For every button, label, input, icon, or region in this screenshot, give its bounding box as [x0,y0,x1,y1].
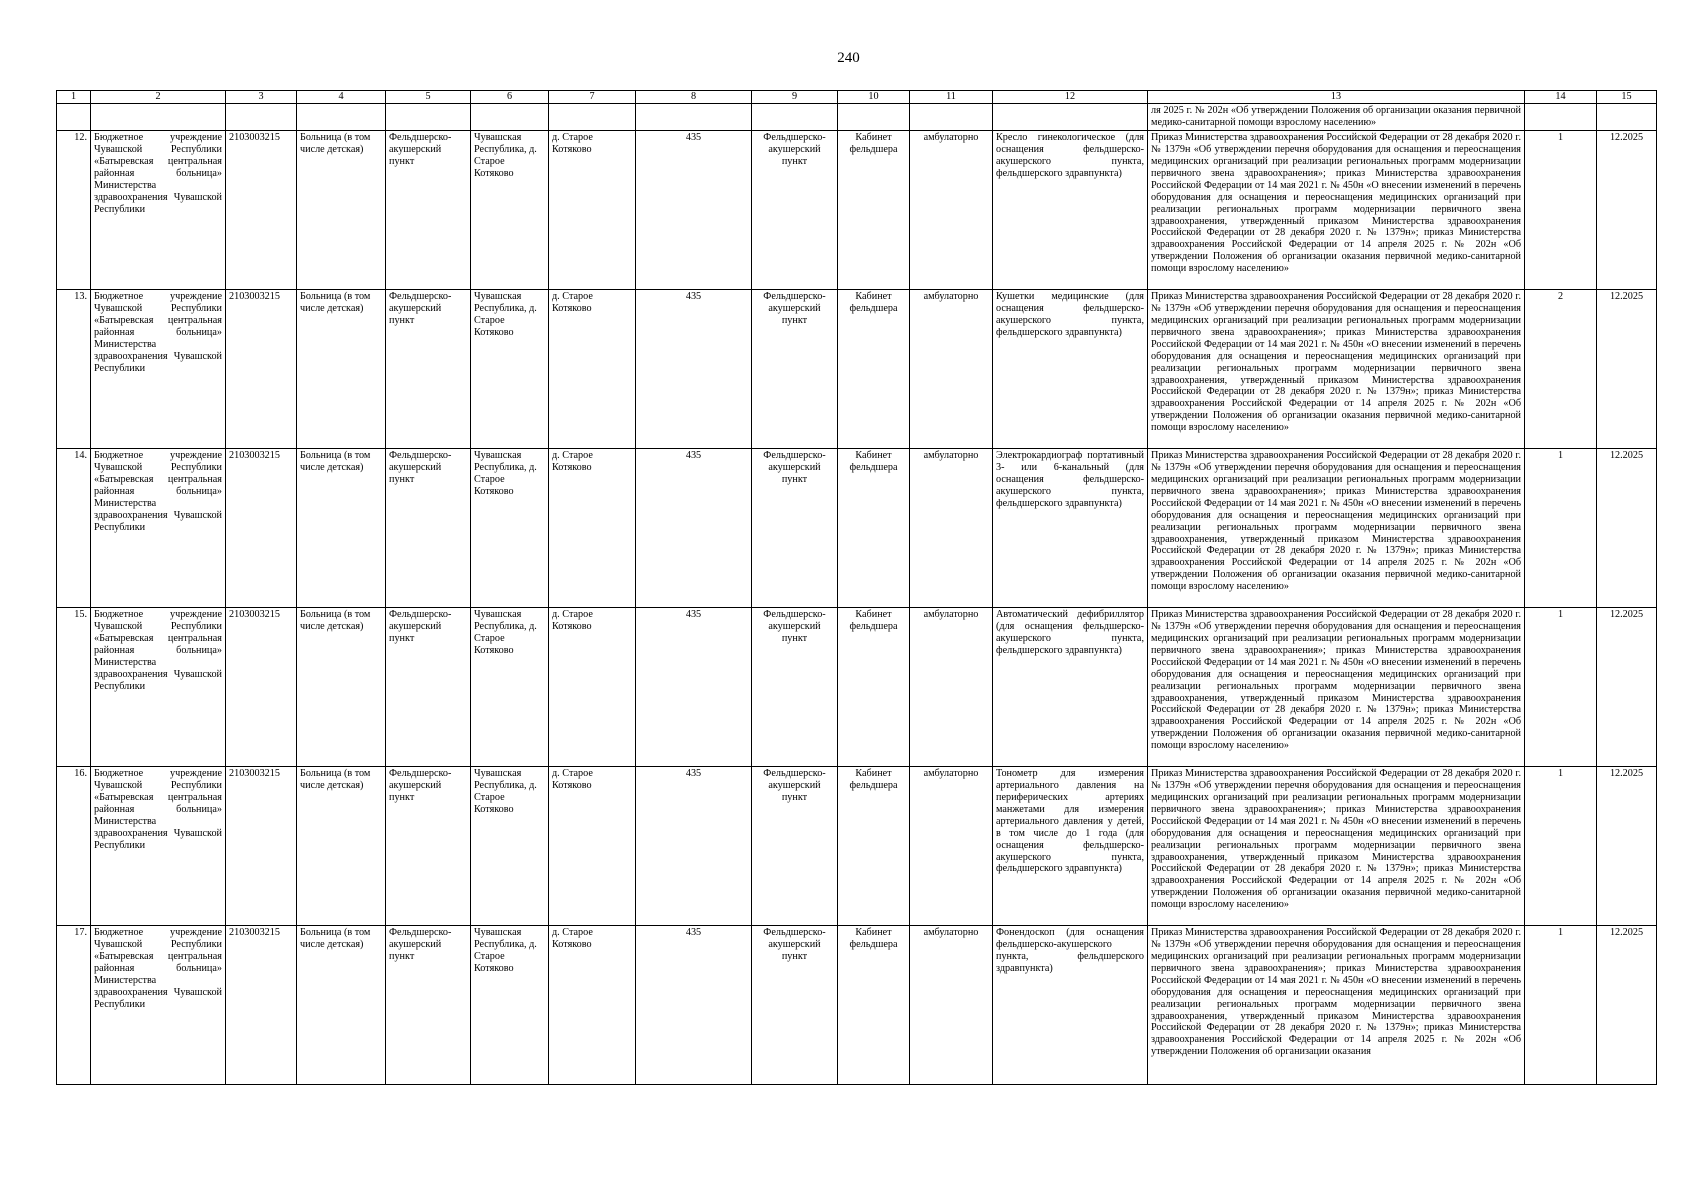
address-cell: Чувашская Республика, д. Старое Котяково [471,925,549,1084]
equipment-cell: Кушетки медицинские (для оснащения фельдшерско-акушерского пункта, фельдшерского здравпункта) [993,289,1148,448]
inn-cell: 2103003215 [226,607,297,766]
table-body [57,103,1657,1084]
locality-cell: д. Старое Котяково [549,289,636,448]
care-mode-cell: амбулаторно [910,448,993,607]
basis-cell: Приказ Министерства здравоохранения Российской Федерации от 28 декабря 2020 г. № 1379н «Об утверждении перечня оборудования для оснащения и переоснащения медицинских организаций при реализации региональных программ модернизации первичного звена здравоохранения»; приказ Министерства здравоохранения Российской Федерации от 14 мая 2021 г. № 450н «О внесении изменений в перечень оборудования для оснащения и переоснащения медицинских организаций при реализации региональных программ модернизации первичного звена здравоохранения, утвержденный приказом Министерства здравоохранения Российской Федерации от 28 декабря 2020 г. № 1379н»; приказ Министерства здравоохранения Российской Федерации от 14 апреля 2025 г. № 202н «Об утверждении Положения об организации оказания первичной медико-санитарной помощи взрослому населению» [1148,448,1525,607]
organization-cell: Бюджетное учреждение Чувашской Республики «Батыревская центральная районная больница» Министерства здравоохранения Чувашской Республики [91,925,226,1084]
header-row [57,91,1657,104]
locality-cell: д. Старое Котяково [549,766,636,925]
date-cell: 12.2025 [1597,766,1657,925]
code-cell: 435 [636,607,752,766]
page-number: 240 [837,50,860,66]
unit-cell: Фельдшерско-акушерский пункт [386,925,471,1084]
locality-cell: д. Старое Котяково [549,448,636,607]
code-cell: 435 [636,289,752,448]
code-cell: 435 [636,925,752,1084]
inn-cell: 2103003215 [226,289,297,448]
address-cell: Чувашская Республика, д. Старое Котяково [471,130,549,289]
column-header-10: 10 [838,91,910,104]
organization-cell: Бюджетное учреждение Чувашской Республики «Батыревская центральная районная больница» Министерства здравоохранения Чувашской Республики [91,607,226,766]
care-mode-cell: амбулаторно [910,130,993,289]
column-header-8: 8 [636,91,752,104]
equipment-cell: Электрокардиограф портативный 3- или 6-канальный (для оснащения фельдшерско-акушерского пункта, фельдшерского здравпункта) [993,448,1148,607]
facility-type-cell: Больница (в том числе детская) [297,925,386,1084]
quantity-cell: 1 [1525,607,1597,766]
date-cell: 12.2025 [1597,448,1657,607]
basis-cell: Приказ Министерства здравоохранения Российской Федерации от 28 декабря 2020 г. № 1379н «Об утверждении перечня оборудования для оснащения и переоснащения медицинских организаций при реализации региональных программ модернизации первичного звена здравоохранения»; приказ Министерства здравоохранения Российской Федерации от 14 мая 2021 г. № 450н «О внесении изменений в перечень оборудования для оснащения и переоснащения медицинских организаций при реализации региональных программ модернизации первичного звена здравоохранения, утвержденный приказом Министерства здравоохранения Российской Федерации от 28 декабря 2020 г. № 1379н»; приказ Министерства здравоохранения Российской Федерации от 14 апреля 2025 г. № 202н «Об утверждении Положения об организации оказания первичной медико-санитарной помощи взрослому населению» [1148,766,1525,925]
basis-cell: Приказ Министерства здравоохранения Российской Федерации от 28 декабря 2020 г. № 1379н «Об утверждении перечня оборудования для оснащения и переоснащения медицинских организаций при реализации региональных программ модернизации первичного звена здравоохранения»; приказ Министерства здравоохранения Российской Федерации от 14 мая 2021 г. № 450н «О внесении изменений в перечень оборудования для оснащения и переоснащения медицинских организаций при реализации региональных программ модернизации первичного звена здравоохранения, утвержденный приказом Министерства здравоохранения Российской Федерации от 28 декабря 2020 г. № 1379н»; приказ Министерства здравоохранения Российской Федерации от 14 апреля 2025 г. № 202н «Об утверждении Положения об организации оказания первичной медико-санитарной помощи взрослому населению» [1148,289,1525,448]
unit-cell: Фельдшерско-акушерский пункт [386,448,471,607]
column-header-15: 15 [1597,91,1657,104]
division-cell: Фельдшерско-акушерский пункт [752,289,838,448]
care-mode-cell: амбулаторно [910,289,993,448]
organization-cell: Бюджетное учреждение Чувашской Республики «Батыревская центральная районная больница» Министерства здравоохранения Чувашской Республики [91,130,226,289]
row-number-cell: 14. [57,448,91,607]
equipment-cell: Автоматический дефибриллятор (для оснащения фельдшерско-акушерского пункта, фельдшерского здравпункта) [993,607,1148,766]
row-number-cell: 12. [57,130,91,289]
date-cell: 12.2025 [1597,289,1657,448]
locality-cell: д. Старое Котяково [549,130,636,289]
organization-cell: Бюджетное учреждение Чувашской Республики «Батыревская центральная районная больница» Министерства здравоохранения Чувашской Республики [91,289,226,448]
column-header-3: 3 [226,91,297,104]
room-cell: Кабинет фельдшера [838,448,910,607]
organization-cell: Бюджетное учреждение Чувашской Республики «Батыревская центральная районная больница» Министерства здравоохранения Чувашской Республики [91,766,226,925]
room-cell: Кабинет фельдшера [838,925,910,1084]
continuation-row [57,103,1657,130]
room-cell: Кабинет фельдшера [838,766,910,925]
code-cell: 435 [636,130,752,289]
care-mode-cell: амбулаторно [910,766,993,925]
facility-type-cell: Больница (в том числе детская) [297,448,386,607]
unit-cell: Фельдшерско-акушерский пункт [386,130,471,289]
inn-cell: 2103003215 [226,925,297,1084]
date-cell: 12.2025 [1597,607,1657,766]
column-header-7: 7 [549,91,636,104]
organization-cell: Бюджетное учреждение Чувашской Республики «Батыревская центральная районная больница» Министерства здравоохранения Чувашской Республики [91,448,226,607]
column-header-5: 5 [386,91,471,104]
room-cell: Кабинет фельдшера [838,289,910,448]
column-header-14: 14 [1525,91,1597,104]
quantity-cell: 1 [1525,925,1597,1084]
room-cell: Кабинет фельдшера [838,130,910,289]
date-cell: 12.2025 [1597,925,1657,1084]
basis-cell: Приказ Министерства здравоохранения Российской Федерации от 28 декабря 2020 г. № 1379н «Об утверждении перечня оборудования для оснащения и переоснащения медицинских организаций при реализации региональных программ модернизации первичного звена здравоохранения»; приказ Министерства здравоохранения Российской Федерации от 14 мая 2021 г. № 450н «О внесении изменений в перечень оборудования для оснащения и переоснащения медицинских организаций при реализации региональных программ модернизации первичного звена здравоохранения, утвержденный приказом Министерства здравоохранения Российской Федерации от 28 декабря 2020 г. № 1379н»; приказ Министерства здравоохранения Российской Федерации от 14 апреля 2025 г. № 202н «Об утверждении Положения об организации оказания первичной медико-санитарной помощи взрослому населению» [1148,130,1525,289]
facility-type-cell: Больница (в том числе детская) [297,130,386,289]
row-number-cell: 13. [57,289,91,448]
basis-cell: ля 2025 г. № 202н «Об утверждении Положения об организации оказания первичной медико-санитарной помощи взрослому населению» [1148,103,1525,130]
facility-type-cell: Больница (в том числе детская) [297,607,386,766]
quantity-cell: 1 [1525,766,1597,925]
date-cell: 12.2025 [1597,130,1657,289]
unit-cell: Фельдшерско-акушерский пункт [386,766,471,925]
division-cell: Фельдшерско-акушерский пункт [752,766,838,925]
quantity-cell: 1 [1525,130,1597,289]
facility-type-cell: Больница (в том числе детская) [297,289,386,448]
unit-cell: Фельдшерско-акушерский пункт [386,607,471,766]
division-cell: Фельдшерско-акушерский пункт [752,130,838,289]
basis-cell: Приказ Министерства здравоохранения Российской Федерации от 28 декабря 2020 г. № 1379н «Об утверждении перечня оборудования для оснащения и переоснащения медицинских организаций при реализации региональных программ модернизации первичного звена здравоохранения»; приказ Министерства здравоохранения Российской Федерации от 14 мая 2021 г. № 450н «О внесении изменений в перечень оборудования для оснащения и переоснащения медицинских организаций при реализации региональных программ модернизации первичного звена здравоохранения, утвержденный приказом Министерства здравоохранения Российской Федерации от 28 декабря 2020 г. № 1379н»; приказ Министерства здравоохранения Российской Федерации от 14 апреля 2025 г. № 202н «Об утверждении Положения об организации оказания первичной медико-санитарной помощи взрослому населению» [1148,607,1525,766]
table-row [57,925,1657,1084]
column-header-13: 13 [1148,91,1525,104]
table-row [57,448,1657,607]
equipment-table [56,90,1657,1085]
division-cell: Фельдшерско-акушерский пункт [752,925,838,1084]
column-header-12: 12 [993,91,1148,104]
quantity-cell: 2 [1525,289,1597,448]
basis-cell: Приказ Министерства здравоохранения Российской Федерации от 28 декабря 2020 г. № 1379н «Об утверждении перечня оборудования для оснащения и переоснащения медицинских организаций при реализации региональных программ модернизации первичного звена здравоохранения»; приказ Министерства здравоохранения Российской Федерации от 14 мая 2021 г. № 450н «О внесении изменений в перечень оборудования для оснащения и переоснащения медицинских организаций при реализации региональных программ модернизации первичного звена здравоохранения, утвержденный приказом Министерства здравоохранения Российской Федерации от 28 декабря 2020 г. № 1379н»; приказ Министерства здравоохранения Российской Федерации от 14 апреля 2025 г. № 202н «Об утверждении Положения об организации оказания [1148,925,1525,1084]
inn-cell: 2103003215 [226,130,297,289]
quantity-cell: 1 [1525,448,1597,607]
address-cell: Чувашская Республика, д. Старое Котяково [471,607,549,766]
column-header-9: 9 [752,91,838,104]
locality-cell: д. Старое Котяково [549,607,636,766]
facility-type-cell: Больница (в том числе детская) [297,766,386,925]
column-header-11: 11 [910,91,993,104]
locality-cell: д. Старое Котяково [549,925,636,1084]
equipment-cell: Фонендоскоп (для оснащения фельдшерско-акушерского пункта, фельдшерского здравпункта) [993,925,1148,1084]
table-row [57,607,1657,766]
row-number-cell: 15. [57,607,91,766]
room-cell: Кабинет фельдшера [838,607,910,766]
table-row [57,130,1657,289]
inn-cell: 2103003215 [226,448,297,607]
row-number-cell: 17. [57,925,91,1084]
address-cell: Чувашская Республика, д. Старое Котяково [471,766,549,925]
code-cell: 435 [636,448,752,607]
division-cell: Фельдшерско-акушерский пункт [752,607,838,766]
code-cell: 435 [636,766,752,925]
equipment-cell: Кресло гинекологическое (для оснащения фельдшерско-акушерского пункта, фельдшерского здравпункта) [993,130,1148,289]
care-mode-cell: амбулаторно [910,925,993,1084]
inn-cell: 2103003215 [226,766,297,925]
table-row [57,289,1657,448]
unit-cell: Фельдшерско-акушерский пункт [386,289,471,448]
address-cell: Чувашская Республика, д. Старое Котяково [471,289,549,448]
table-row [57,766,1657,925]
column-header-1: 1 [57,91,91,104]
column-header-2: 2 [91,91,226,104]
address-cell: Чувашская Республика, д. Старое Котяково [471,448,549,607]
row-number-cell: 16. [57,766,91,925]
column-header-6: 6 [471,91,549,104]
division-cell: Фельдшерско-акушерский пункт [752,448,838,607]
column-header-4: 4 [297,91,386,104]
care-mode-cell: амбулаторно [910,607,993,766]
equipment-cell: Тонометр для измерения артериального давления на периферических артериях манжетами для измерения артериального давления у детей, в том числе до 1 года (для оснащения фельдшерско-акушерского пункта, фельдшерского здравпункта) [993,766,1148,925]
